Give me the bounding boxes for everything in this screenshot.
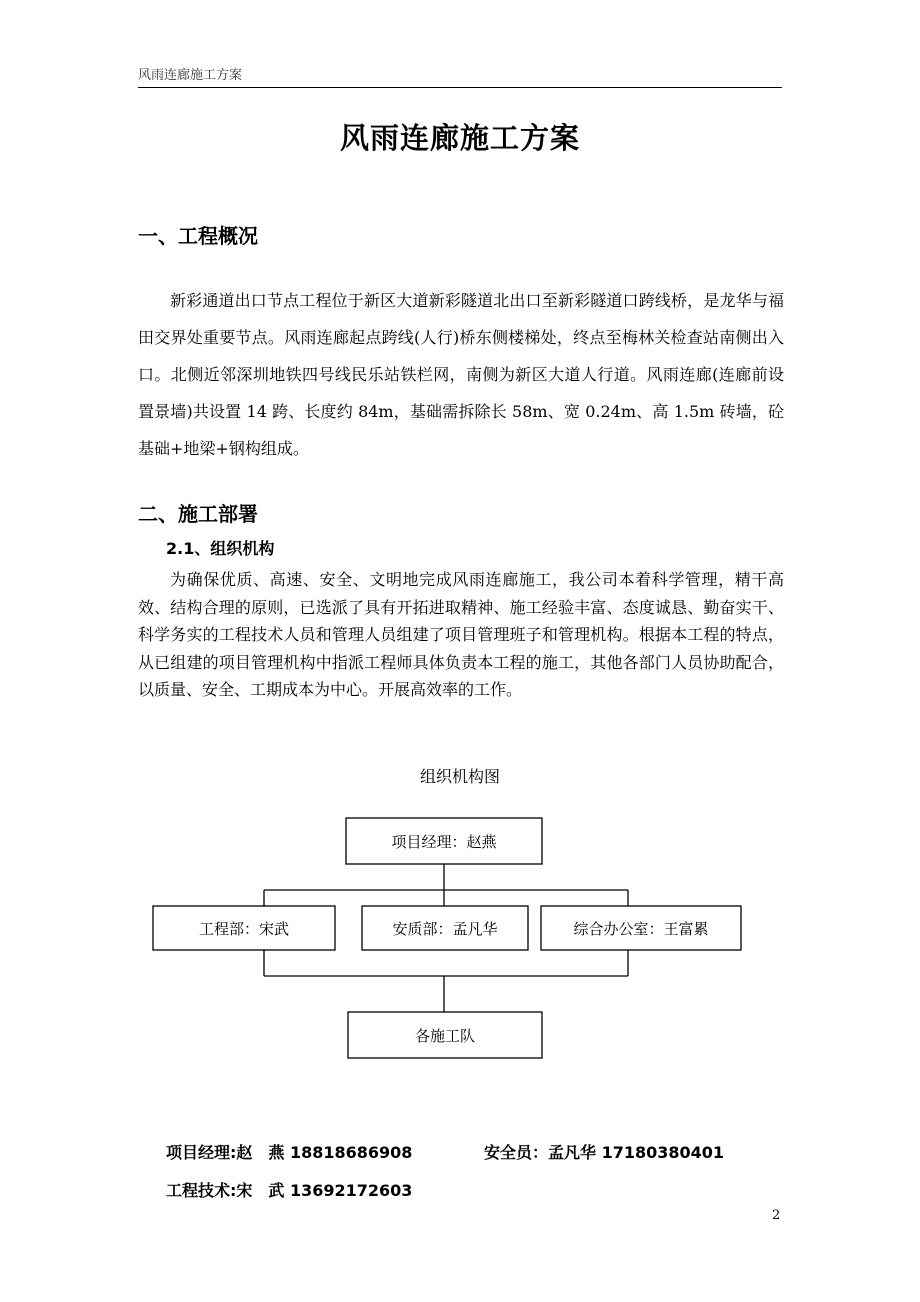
org-text-general-office: 综合办公室：王富累 [573, 920, 709, 938]
section1-heading: 一、工程概况 [138, 224, 258, 248]
document-title: 风雨连廊施工方案 [339, 121, 580, 155]
section1-paragraph: 新彩通道出口节点工程位于新区大道新彩隧道北出口至新彩隧道口跨线桥，是龙华与福田交界处重要节点。风雨连廊起点跨线(人行)桥东侧楼梯处，终点至梅林关检查站南侧出入口。北侧近邻深圳地铁四号线民乐站铁栏网，南侧为新区大道人行道。风雨连廊(连廊前设置景墙)共设置 14 跨、长度约 84m，基础需拆除长 58m、宽 0.24m、高 1.5m 砖墙，砼基础+地梁+钢构组成。 [138, 291, 784, 458]
contact-safety: 安全员：孟凡华 17180380401 [484, 1143, 725, 1162]
contact-technical: 工程技术:宋 武 13692172603 [166, 1181, 413, 1200]
org-text-quality-safety: 安质部：孟凡华 [392, 920, 498, 938]
org-text-engineering: 工程部：宋武 [198, 920, 290, 938]
org-text-teams: 各施工队 [414, 1027, 476, 1045]
running-header: 风雨连廊施工方案 [138, 64, 782, 88]
section2-paragraph: 为确保优质、高速、安全、文明地完成风雨连廊施工，我公司本着科学管理，精干高效、结构合理的原则，已选派了具有开拓进取精神、施工经验丰富、态度诚恳、勤奋实干、科学务实的工程技术人员和管理人员组建了项目管理班子和管理机构。根据本工程的特点，从已组建的项目管理机构中指派工程师具体负责本工程的施工，其他各部门人员协助配合，以质量、安全、工期成本为中心。开展高效率的工作。 [138, 570, 784, 699]
section2-subheading: 2.1、组织机构 [166, 539, 275, 558]
section2-heading: 二、施工部署 [138, 502, 258, 526]
org-text-manager: 项目经理：赵燕 [391, 833, 497, 851]
org-chart-title: 组织机构图 [419, 767, 500, 786]
contact-manager: 项目经理:赵 燕 18818686908 [166, 1143, 413, 1162]
page-number: 2 [772, 1208, 781, 1223]
